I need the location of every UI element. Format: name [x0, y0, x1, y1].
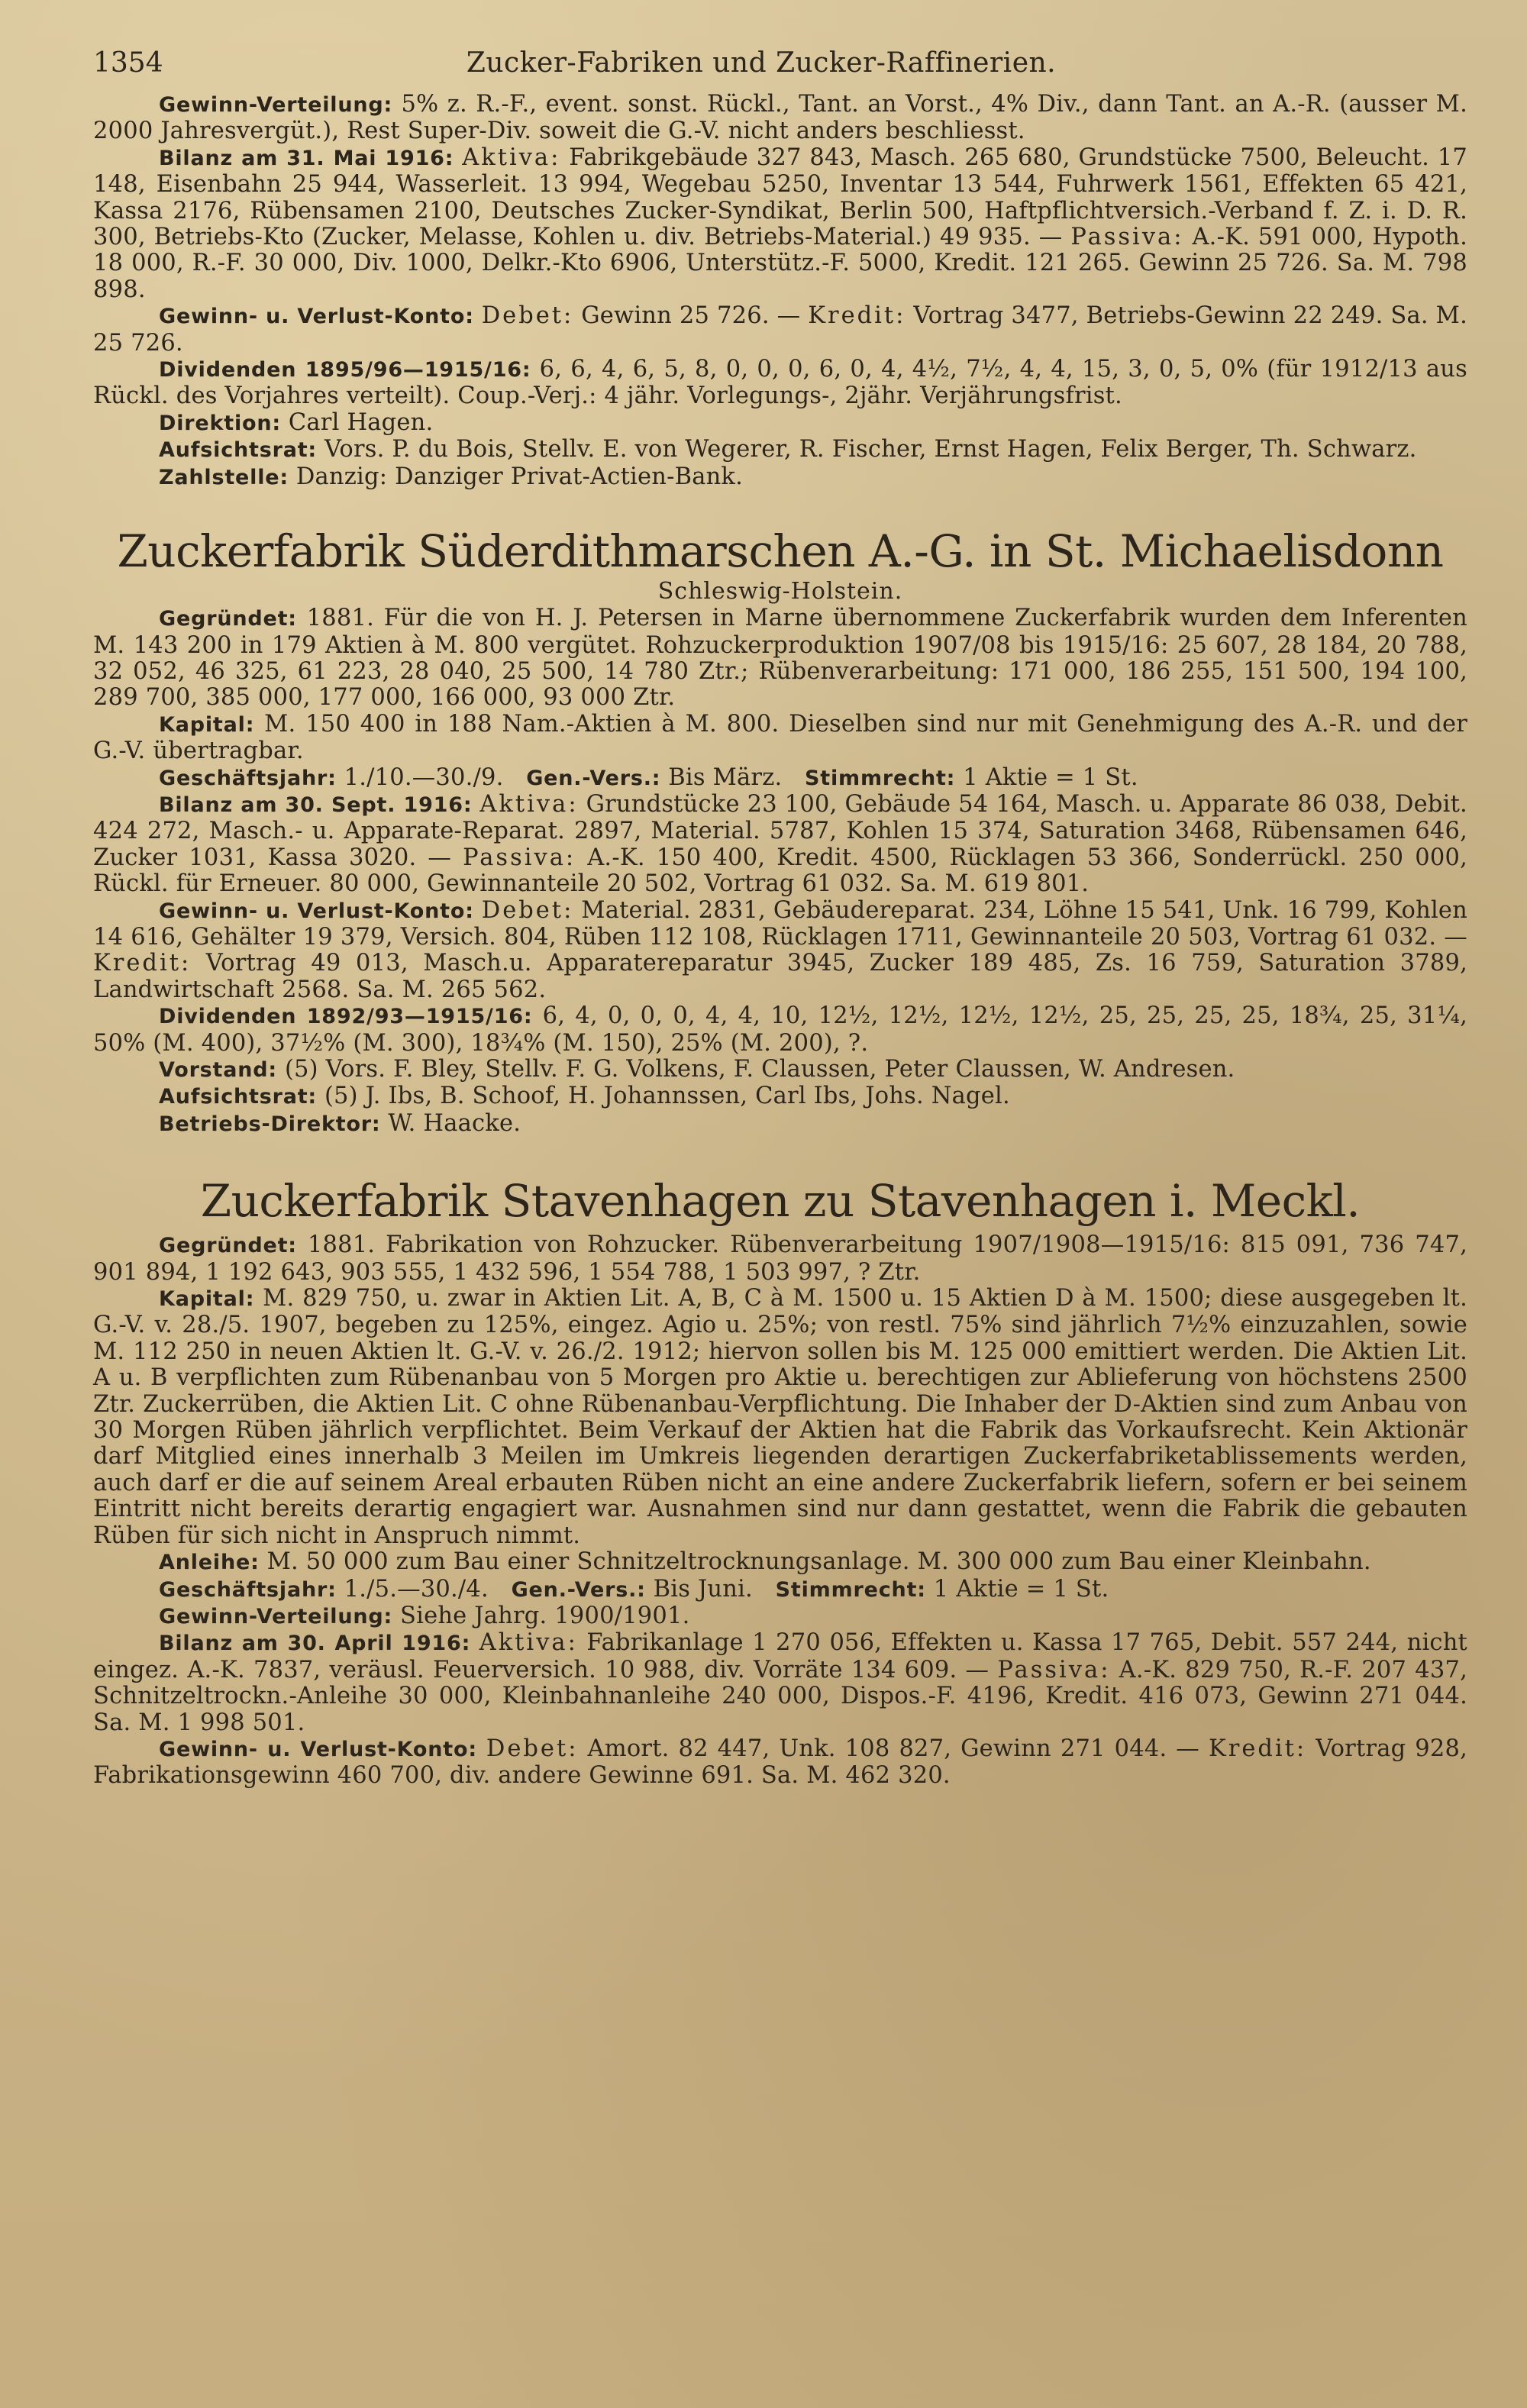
zahlstelle-paragraph: [93, 464, 1467, 491]
passiva-label: Passiva:: [1070, 224, 1184, 251]
guv-debet-text: Material. 2831, Gebäudereparat. 234, Löhne 15 541, Unk. 16 799, Kohlen 14 616, Gehälter 19 379, Versich. 804, Rüben 112 108, Rücklagen 1711, Gewinnanteile 20 503, Vortrag 61 032. —: [93, 896, 1467, 951]
dividenden-paragraph: [93, 1003, 1467, 1057]
dividenden-text: 6, 4, 0, 0, 0, 4, 4, 10, 12½, 12½, 12½, 12½, 25, 25, 25, 25, 18¾, 25, 31¼, 50% (M. 400), 37½% (M. 300), 18¾% (M. 150), 25% (M. 200), ?.: [93, 1002, 1467, 1057]
gegruendet-paragraph: [93, 605, 1467, 712]
anleihe-text: M. 50 000 zum Bau einer Schnitzeltrocknungsanlage. M. 300 000 zum Bau einer Kleinbahn.: [266, 1548, 1371, 1576]
stimmrecht-text: 1 Aktie = 1 St.: [933, 1575, 1109, 1603]
bilanz-paragraph: [93, 145, 1467, 303]
gewinnverteilung-paragraph: [93, 1603, 1467, 1630]
guv-label: Gewinn- u. Verlust-Konto:: [159, 899, 474, 923]
geschaeftsjahr-text: 1./5.—30./4.: [344, 1575, 489, 1603]
bilanz-label: Bilanz am 30. Sept. 1916:: [159, 792, 473, 817]
gegruendet-label: Gegründet:: [159, 607, 297, 631]
zahlstelle-text: Danzig: Danziger Privat-Actien-Bank.: [295, 463, 744, 490]
dividenden-paragraph: [93, 357, 1467, 410]
geschaeftsjahr-label: Geschäftsjahr:: [159, 1577, 337, 1602]
aktiva-label: Aktiva:: [479, 790, 579, 818]
aktiva-label: Aktiva:: [462, 144, 561, 171]
guv-label: Gewinn- u. Verlust-Konto:: [159, 1737, 477, 1761]
stimmrecht-label: Stimmrecht:: [805, 766, 956, 790]
direktor-paragraph: [93, 1111, 1467, 1138]
bilanz-paragraph: [93, 792, 1467, 898]
guv-label: Gewinn- u. Verlust-Konto:: [159, 305, 474, 329]
bilanz-aktiva-text: Fabrikanlage 1 270 056, Effekten u. Kassa 17 765, Debit. 557 244, nicht eingez. A.-K. 7837, veräusl. Feuerversich. 10 988, div. Vorräte 134 609. —: [93, 1629, 1468, 1683]
gegruendet-text: 1881. Für die von H. J. Petersen in Marne übernommene Zuckerfabrik wurden dem Inferenten M. 143 200 in 179 Aktien à M. 800 vergütet. Rohzuckerproduktion 1907/08 bis 1915/16: 25 607, 28 184, 20 788, 32 052, 46 325, 61 223, 28 040, 25 500, 14 780 Ztr.; Rübenverarbeitung: 171 000, 186 255, 151 500, 194 100, 289 700, 385 000, 177 000, 166 000, 93 000 Ztr.: [93, 605, 1467, 712]
guv-paragraph: [93, 303, 1467, 357]
guv-kredit-text: Vortrag 3477, Betriebs-Gewinn 22 249. Sa. M. 25 726.: [93, 302, 1467, 357]
section-stavenhagen: [93, 1232, 1467, 1790]
aufsichtsrat-label: Aufsichtsrat:: [159, 1085, 318, 1109]
direktor-label: Betriebs-Direktor:: [159, 1112, 381, 1136]
bilanz-passiva-text: A.-K. 150 400, Kredit. 4500, Rücklagen 53 366, Sonderrückl. 250 000, Rückl. für Erneuer. 80 000, Gewinnanteile 20 502, Vortrag 61 032. Sa. M. 619 801.: [93, 844, 1467, 898]
anleihe-paragraph: [93, 1549, 1467, 1576]
geschaeftsjahr-paragraph: [93, 765, 1467, 792]
kapital-text: M. 829 750, u. zwar in Aktien Lit. A, B, C à M. 1500 u. 15 Aktien D à M. 1500; diese ausgegeben lt. G.-V. v. 28./5. 1907, begeben zu 125%, eingez. Agio u. 25%; von restl. 75% sind jährlich 7½% einzuzahlen, sowie M. 112 250 in neuen Aktien lt. G.-V. v. 26./2. 1912; hiervon sollen bis M. 125 000 emittiert werden. Die Aktien Lit. A u. B verpflichten zum Rübenanbau von 5 Morgen pro Aktie u. berechtigen zur Ablieferung von höchstens 2500 Ztr. Zuckerrüben, die Aktien Lit. C ohne Rübenanbau-Verpflichtung. Die Inhaber der D-Aktien sind zum Anbau von 30 Morgen Rüben jährlich verpflichtet. Beim Verkauf der Aktien hat die Fabrik das Vorkaufsrecht. Kein Aktionär darf Mitglied eines innerhalb 3 Meilen im Umkreis liegenden derartigen Zuckerfabriketablissements werden, auch darf er die auf seinem Areal erbauten Rüben nicht an eine andere Zuckerfabrik liefern, sofern er bei seinem Eintritt nicht bereits derartig engagiert war. Ausnahmen sind nur dann gestattet, wenn die Fabrik die gebauten Rüben für sich nicht in Anspruch nimmt.: [93, 1285, 1467, 1549]
dividenden-label: Dividenden 1895/96—1915/16:: [159, 358, 531, 383]
bilanz-label: Bilanz am 31. Mai 1916:: [159, 146, 454, 170]
dividenden-label: Dividenden 1892/93—1915/16:: [159, 1005, 533, 1029]
book-page: [93, 47, 1467, 1790]
gegruendet-label: Gegründet:: [159, 1234, 297, 1258]
direktion-paragraph: [93, 410, 1467, 437]
passiva-label: Passiva:: [997, 1656, 1111, 1683]
bilanz-label: Bilanz am 30. April 1916:: [159, 1632, 471, 1656]
debet-label: Debet:: [481, 302, 574, 330]
kapital-paragraph: [93, 712, 1467, 765]
aufsichtsrat-text: (5) J. Ibs, B. Schoof, H. Johannssen, Carl Ibs, Johs. Nagel.: [324, 1083, 1010, 1110]
direktion-text: Carl Hagen.: [288, 408, 434, 436]
vorstand-label: Vorstand:: [159, 1058, 278, 1082]
genvers-text: Bis Juni.: [653, 1575, 753, 1603]
bilanz-paragraph: [93, 1630, 1467, 1736]
dividenden-text: 6, 6, 4, 6, 5, 8, 0, 0, 0, 6, 0, 4, 4½, 7½, 4, 4, 15, 3, 0, 5, 0% (für 1912/13 aus Rückl. des Vorjahres verteilt). Coup.-Verj.: 4 jähr. Vorlegungs-, 2jähr. Verjährungsfrist.: [93, 356, 1467, 410]
gewinnverteilung-text: 5% z. R.-F., event. sonst. Rückl., Tant. an Vorst., 4% Div., dann Tant. an A.-R. (ausser M. 2000 Jahresvergüt.), Rest Super-Div. soweit die G.-V. nicht anders beschliesst.: [93, 91, 1467, 145]
gewinnverteilung-label: Gewinn-Verteilung:: [159, 1604, 393, 1628]
guv-debet-text: Amort. 82 447, Unk. 108 827, Gewinn 271 044. —: [587, 1735, 1200, 1762]
genvers-label: Gen.-Vers.:: [526, 766, 661, 790]
geschaeftsjahr-text: 1./10.—30./9.: [344, 763, 504, 791]
gewinnverteilung-paragraph: [93, 92, 1467, 145]
aufsichtsrat-paragraph: [93, 1083, 1467, 1110]
bilanz-aktiva-text: Fabrikgebäude 327 843, Masch. 265 680, Grundstücke 7500, Beleucht. 17 148, Eisenbahn 25 944, Wasserleit. 13 994, Wegebau 5250, Inventar 13 544, Fuhrwerk 1561, Effekten 65 421, Kassa 2176, Rübensamen 2100, Deutsches Zucker-Syndikat, Berlin 500, Haftpflichtversich.-Verband f. Z. i. D. R. 300, Betriebs-Kto (Zucker, Melasse, Kohlen u. div. Betriebs-Material.) 49 935. —: [93, 144, 1467, 251]
aktiva-label: Aktiva:: [479, 1629, 578, 1657]
gegruendet-paragraph: [93, 1232, 1467, 1286]
bilanz-passiva-text: A.-K. 829 750, R.-F. 207 437, Schnitzeltrockn.-Anleihe 30 000, Kleinbahnanleihe 240 000, Dispos.-F. 4196, Kredit. 416 073, Gewinn 271 044. Sa. M. 1 998 501.: [93, 1656, 1467, 1736]
anleihe-label: Anleihe:: [159, 1551, 260, 1575]
company-heading-stavenhagen: Zuckerfabrik Stavenhagen zu Stavenhagen i. Meckl.: [200, 1175, 1361, 1228]
kapital-paragraph: [93, 1286, 1467, 1549]
stimmrecht-label: Stimmrecht:: [775, 1577, 926, 1602]
section-continuation: [93, 92, 1467, 491]
vorstand-text: (5) Vors. F. Bley, Stellv. F. G. Volkens, F. Claussen, Peter Claussen, W. Andresen.: [284, 1056, 1235, 1083]
stimmrecht-text: 1 Aktie = 1 St.: [963, 763, 1138, 791]
direktion-label: Direktion:: [159, 411, 281, 435]
page-number: 1354: [93, 47, 163, 79]
kapital-text: M. 150 400 in 188 Nam.-Aktien à M. 800. Dieselben sind nur mit Genehmigung des A.-R. und der G.-V. übertragbar.: [93, 710, 1467, 765]
company-subheading: Schleswig-Holstein.: [657, 578, 903, 605]
running-head: [93, 47, 1467, 92]
kredit-label: Kredit:: [1208, 1735, 1307, 1762]
guv-paragraph: [93, 1736, 1467, 1790]
guv-kredit-text: Vortrag 49 013, Masch.u. Apparatereparatur 3945, Zucker 189 485, Zs. 16 759, Saturation 3789, Landwirtschaft 2568. Sa. M. 265 562.: [93, 950, 1467, 1003]
genvers-label: Gen.-Vers.:: [511, 1577, 646, 1602]
direktor-text: W. Haacke.: [388, 1109, 521, 1137]
geschaeftsjahr-label: Geschäftsjahr:: [159, 766, 337, 790]
zahlstelle-label: Zahlstelle:: [159, 465, 289, 489]
vorstand-paragraph: [93, 1057, 1467, 1083]
debet-label: Debet:: [481, 896, 574, 924]
geschaeftsjahr-paragraph: [93, 1577, 1467, 1603]
kredit-label: Kredit:: [93, 950, 192, 977]
running-title: Zucker-Fabriken und Zucker-Raffinerien.: [466, 47, 1057, 79]
gegruendet-text: 1881. Fabrikation von Rohzucker. Rübenverarbeitung 1907/1908—1915/16: 815 091, 736 747, 901 894, 1 192 643, 903 555, 1 432 596, 1 554 788, 1 503 997, ? Ztr.: [93, 1231, 1467, 1286]
aufsichtsrat-label: Aufsichtsrat:: [159, 438, 318, 463]
kapital-label: Kapital:: [159, 712, 255, 737]
bilanz-aktiva-text: Grundstücke 23 100, Gebäude 54 164, Masch. u. Apparate 86 038, Debit. 424 272, Masch.- u. Apparate-Reparat. 2897, Material. 5787, Kohlen 15 374, Saturation 3468, Rübensamen 646, Zucker 1031, Kassa 3020. —: [93, 790, 1467, 871]
genvers-text: Bis März.: [668, 763, 783, 791]
bilanz-passiva-text: A.-K. 591 000, Hypoth. 18 000, R.-F. 30 000, Div. 1000, Delkr.-Kto 6906, Unterstütz.-F. 5000, Kredit. 121 265. Gewinn 25 726. Sa. M. 798 898.: [93, 224, 1467, 303]
kapital-label: Kapital:: [159, 1287, 255, 1312]
guv-paragraph: [93, 898, 1467, 1004]
section-suederdithmarschen: [93, 605, 1467, 1138]
passiva-label: Passiva:: [463, 844, 576, 871]
debet-label: Debet:: [486, 1735, 579, 1762]
guv-debet-text: Gewinn 25 726. —: [581, 302, 801, 330]
aufsichtsrat-text: Vors. P. du Bois, Stellv. E. von Wegerer, R. Fischer, Ernst Hagen, Felix Berger, Th. Schwarz.: [324, 436, 1417, 463]
company-heading-suederdithmarschen: Zuckerfabrik Süderdithmarschen A.-G. in St. Michaelisdonn: [117, 525, 1444, 578]
kredit-label: Kredit:: [808, 302, 906, 330]
aufsichtsrat-paragraph: [93, 437, 1467, 463]
guv-kredit-text: Vortrag 928, Fabrikationsgewinn 460 700, div. andere Gewinne 691. Sa. M. 462 320.: [93, 1735, 1467, 1790]
gewinnverteilung-text: Siehe Jahrg. 1900/1901.: [400, 1602, 690, 1629]
gewinnverteilung-label: Gewinn-Verteilung:: [159, 93, 393, 117]
